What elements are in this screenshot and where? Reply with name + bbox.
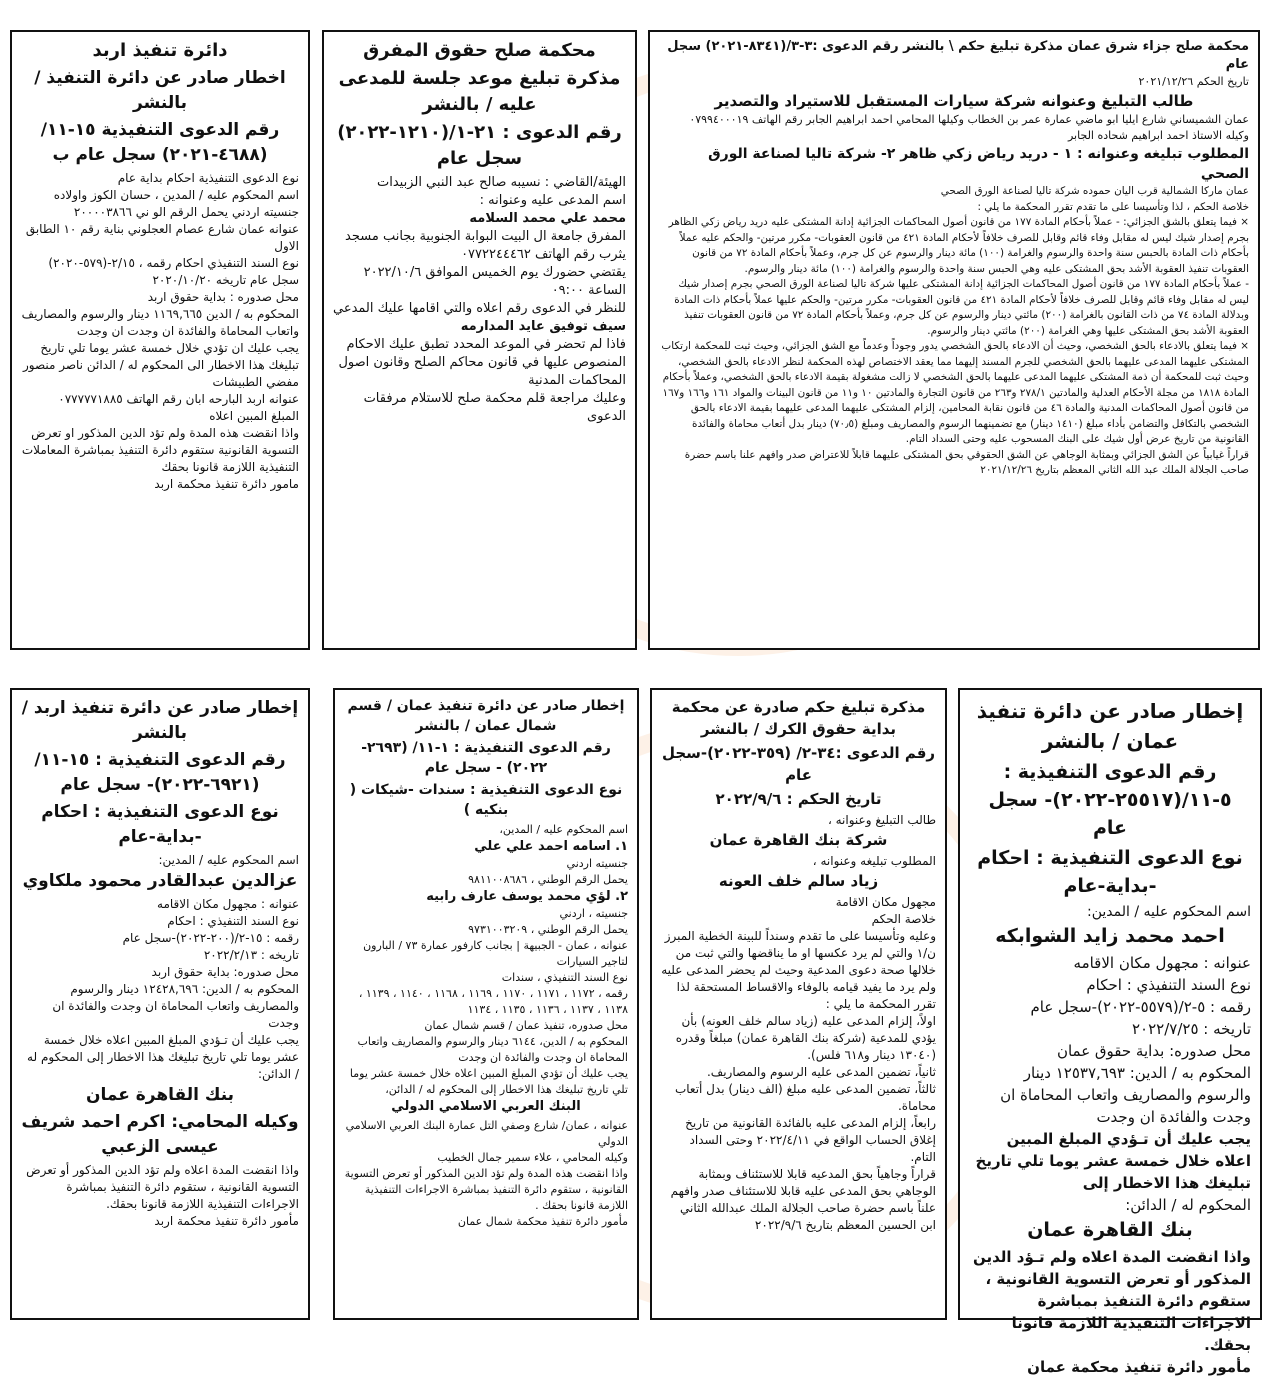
requester-address: عمان الشميساني شارع ايليا ابو ماضي عمارة عمر بن الخطاب وكيلها المحامي احمد ابراهيم الجابر رقم الهاتف ٠٧٩٩٤٠٠٠١٩ — [689, 113, 1249, 126]
debt-amount: المحكوم به / الدين: ١٢٤٢٨,٦٩٦ دينار والرسوم والمصاريف واتعاب المحاماة ان وجدت والفائدة ان وجدت — [52, 982, 299, 1030]
notice-subtitle: مذكرة تبليغ موعد جلسة للمدعى عليه / بالنشر — [338, 68, 621, 115]
debt-amount: المحكوم به / الدين، ٦١٤٤ دينار والرسوم والمصاريف واتعاب المحاماة ان وجدت والفائدة ان وجدت — [357, 1035, 628, 1064]
notice-title: دائرة تنفيذ اربد — [92, 40, 228, 61]
notice-title: محكمة صلح حقوق المفرق — [363, 40, 596, 61]
debtor-address: عنوانه : مجهول مكان الاقامه — [1073, 954, 1251, 972]
document-number: رقمه : ١٥-٢/(٢٠٠-٢٠٢٢)-سجل عام — [122, 931, 299, 945]
debt-amount: المحكوم به / الدين: ١٢٥٣٧,٦٩٣ دينار والرسوم والمصاريف واتعاب المحاماة ان وجدت والفائدة ان وجدت — [1000, 1064, 1251, 1126]
signature: مأمور دائرة تنفيذ محكمة شمال عمان — [457, 1215, 628, 1228]
body-paragraph: × فيما يتعلق بالشق الجزائي: - عملاً بأحكام المادة ١٧٧ من قانون أصول المحاكمات الجزائية إدانة المشتكى عليه دريد رياض زكي الظاهر بجرم إصدار شيك ليس له مقابل وفاء قائم وقابل للصرف خلافاً لأحكام المادة ٤٢١ من قانون العقوبات- مكرر مرتين- والحكم عليه عملاً بأحكام ذات المادة بالحبس سنة واحدة والرسوم والغرامة (١٠٠) مائة دينار والرسوم عن كل جرم، وعملاً بأحكام المادة ٧٢ من قانون العقوبات تنفيذ العقوبة الأشد بحق المشتكى عليه وهي الحبس سنة واحدة والرسوم والغرامة (١٠٠) مائة دينار والرسوم. — [668, 216, 1249, 275]
body-paragraph: عمان ماركا الشمالية قرب اليان حموده شركة تاليا لصناعة الورق الصحي — [940, 185, 1249, 197]
summary-label: خلاصة الحكم — [871, 912, 936, 926]
notice-karak-court — [650, 688, 947, 1320]
judgment-reasoning: وعليه وتأسيسا على ما تقدم وسنداً للبينة الخطية المبرز ن/١ والتي لم يرد عكسها او ما يناقضها والتي ثبت من خلالها صحة دعوى المدعية وحيث لم يحضر المدعى عليه ولم يرد ما يفيد قيامه بالوفاء والاقساط المستحقة لذا تقرر المحكمة ما يلي : — [661, 929, 936, 1011]
plaintiff-name: سيف توفيق عايد المدارمه — [460, 319, 626, 334]
document-type: نوع السند التنفيذي احكام رقمه ، ٢/١٥-(٥٧٩-٢٠٢٠) سجل عام تاريخه ٢٠٢٠/١٠/٢٠ — [48, 256, 299, 287]
debtor-label: اسم المحكوم عليه / المدين، — [499, 823, 628, 836]
notice-irbid-execution-2 — [10, 688, 310, 1320]
body-paragraph: خلاصة الحكم ، لذا وتأسيسا على ما تقدم تقرر المحكمة ما يلي : — [977, 200, 1249, 213]
national-id: يحمل الرقم الوطني ، ٩٧٣١٠٠٣٢٠٩ — [468, 923, 628, 936]
document-date: تاريخه : ٢٠٢٢/٧/٢٥ — [1132, 1020, 1251, 1038]
case-number: رقم الدعوى :٣٤-٢/ (٣٥٩-٢٠٢٢)-سجل عام — [661, 744, 936, 784]
creditor-address: عنوانه ، عمان/ شارع وصفي التل عمارة البنك العربي الاسلامي الدولي — [345, 1119, 628, 1148]
creditor-lawyer: وكيله المحامي ، علاء سمير جمال الخطيب — [437, 1151, 628, 1164]
debtor-address: عنوانه : مجهول مكان الاقامه — [157, 897, 299, 911]
payment-instruction: يجب عليك أن تؤدي المبلغ المبين اعلاه خلال خمسة عشر يوما تلي تاريخ تبليغك هذا الاخطار إلى المحكوم له / الدائن، — [349, 1067, 628, 1096]
case-type: نوع الدعوى التنفيذية : احكام -بداية-عام — [41, 802, 279, 847]
notice-title: إخطار صادر عن دائرة تنفيذ اربد / بالنشر — [21, 698, 299, 743]
notice-title: محكمة صلح جزاء شرق عمان مذكرة تبليغ حكم \ بالنشر رقم الدعوى :٣-٣/(٨٣٤١-٢٠٢١) سجل عام — [667, 39, 1249, 72]
notice-title: إخطار صادر عن دائرة تنفيذ عمان / قسم شمال عمان / بالنشر — [347, 698, 625, 734]
case-number: رقم الدعوى : ٢١-١/(١٢١٠-٢٠٢٢) سجل عام — [337, 122, 622, 169]
agent: وكيله الاستاذ احمد ابراهيم شحاده الجابر — [1067, 129, 1249, 142]
signature: مأمور دائرة تنفيذ محكمة عمان — [1027, 1358, 1251, 1376]
debt-amount: المحكوم به / الدين ١١٦٩,٦٦٥ دينار والرسوم والمصاريف واتعاب المحاماة والفائدة ان وجدت ان وجدت — [21, 307, 299, 338]
notice-irbid-execution — [10, 30, 310, 650]
judgment-date: تاريخ الحكم ٢٠٢١/١٢/٢٦ — [1138, 75, 1249, 88]
defendant-address: المفرق جامعة ال البيت البوابة الجنوبية بجانب مسجد يثرب رقم الهاتف ٠٧٧٢٢٤٤٤٦٢ — [345, 229, 626, 262]
defendant-name: محمد علي محمد السلامه — [469, 211, 626, 226]
document-date: تاريخه : ٢٠٢٢/٢/١٣ — [203, 948, 299, 962]
judgment-item: ثالثاً، تضمين المدعى عليه مبلغ (الف دينار) بدل أتعاب محاماة. — [674, 1082, 936, 1113]
document-type: نوع السند التنفيذي : احكام — [167, 914, 299, 928]
respondent-label: المطلوب تبليغه وعنوانه ، — [812, 854, 936, 868]
issuing-court: محل صدوره: بداية حقوق اربد — [151, 965, 299, 979]
nationality: جنسيته ، اردني — [559, 907, 628, 920]
document-number: رقمه : ٥-٢/(٥٥٧٩-٢٠٢٢)-سجل عام — [1030, 998, 1251, 1016]
debtor-address: عنوانه ، عمان - الجبيهة | بجانب كارفور عمارة ٧٣ / البارون لتاجير السيارات — [363, 939, 628, 968]
notice-subtitle: اخطار صادر عن دائرة التنفيذ / بالنشر — [34, 68, 286, 113]
notice-north-amman-execution — [333, 688, 639, 1320]
amount-note: المبلغ المبين اعلاه — [209, 409, 299, 423]
judgment-item: اولاً، إلزام المدعى عليه (زياد سالم خلف العونه) بأن يؤدي للمدعية (شركة بنك القاهرة عمان) مبلغاً وقدره (١٣٠٤٠ دينار و٦١٨ فلس). — [675, 1014, 936, 1062]
payment-instruction: يجب عليك أن تـؤدي المبلغ المبين اعلاه خلال خمسة عشر يوما تلي تاريخ تبليغك هذا الاخطار إلى المحكوم له / الدائن: — [27, 1033, 299, 1081]
judgment-date: تاريخ الحكم : ٢٠٢٢/٩/٦ — [715, 790, 882, 808]
respondents: المطلوب تبليغه وعنوانه : ١ - دريد رياض زكي ظاهر ٢- شركة تاليا لصناعة الورق الصحي — [708, 146, 1249, 182]
creditor-name: بنك القاهرة عمان — [85, 1085, 235, 1105]
signature: مامور دائرة تنفيذ محكمة اربد — [154, 477, 299, 491]
document-numbers: رقمه ، ١١٧٢ ، ١١٧١ ، ١١٧٠ ، ١١٦٩ ، ١١٦٨ ، ١١٤٠ ، ١١٣٩ ، ١١٣٨ ، ١١٣٧ ، ١١٣٦ ، ١١٣٥ ، ١١٣٤ — [358, 987, 628, 1016]
requester: طالب التبليغ وعنوانه شركة سيارات المستقبل للاستيراد والتصدير — [714, 92, 1194, 110]
judgment-item: رابعاً، إلزام المدعى عليه بالفائدة القانونية من تاريخ إغلاق الحساب الواقع في ٢٠٢٢/٤/١١ وحتى السداد التام. — [685, 1116, 936, 1164]
hearing-date: يقتضي حضورك يوم الخميس الموافق ٢٠٢٢/١٠/٦ الساعة ٠٩:٠٠ — [363, 265, 626, 298]
defendant-label: اسم المدعى عليه وعنوانه : — [479, 193, 626, 208]
notice-amman-execution — [958, 688, 1262, 1376]
debtor-label: اسم المحكوم عليه / المدين: — [158, 853, 299, 867]
debtor: اسم المحكوم عليه / المدين ، حسان الكوز واولاده جنسيته اردني يحمل الرقم الو ني ٢٠٠٠٠٣٨٦٦ — [53, 188, 299, 219]
creditor-lawyer: وكيله المحامي: اكرم احمد شريف عيسى الزعبي — [21, 1112, 299, 1157]
creditor-address: عنوانه اربد البارحه ابان رقم الهاتف ٠٧٧٧٧٧١٨٨٥ — [58, 392, 299, 406]
signature: مأمور دائرة تنفيذ محكمة اربد — [154, 1214, 299, 1228]
case-number: رقم الدعوى التنفيذية : ١٥-١١/ (٦٩٢١-٢٠٢٢)- سجل عام — [34, 750, 286, 795]
debtor-2: ٢. لؤي محمد يوسف عارف رابيه — [426, 889, 628, 904]
body-paragraph: × فيما يتعلق بالادعاء بالحق الشخصي، وحيث أن الادعاء بالحق الشخصي يدور وجوداً وعدماً مع الشق الجزائي، وحيث ثبت للمحكمة ارتكاب المشتكى عليهما المدعى عليهما بالحق الشخصي للجرم المسند إليهما مما يعقد الاختصاص لهذه المحكمة لنظر الادعاء بالحق الشخصي، وحيث ثبت للمحكمة أن ذمة المشتكى عليهما المدعى عليهما بالحق الشخصي لا زالت مشغولة بقيمة الادعاء بالحق الشخصي، وعملاً بأحكام المادة ١٨١٨ من مجلة الأحكام العدلية والمادتين ٢٧٨/١ و٢٦٣ من قانون التجارة والمادتين ١٠ و١١ من قانون البينات والمواد ١٦١ و١٦٦ و١٦٧ من قانون أصول المحاكمات المدنية والمادة ٤٦ من قانون نقابة المحامين، إلزام المشتكى عليهما المدعى عليهما بقيمة الادعاء بالحق الشخصي بالتكافل والتضامن بأداء مبلغ (١٤١٠ دينار) مع تضمينهما الرسوم والمصاريف ومبلغ (٧٠٫٥) دينار بدل أتعاب محاماة والفائدة القانونية من تاريخ عرض أول شيك على البنك المسحوب عليه وحتى السداد التام. — [661, 340, 1249, 445]
case-type: نوع الدعوى التنفيذية : احكام -بداية-عام — [977, 847, 1243, 897]
issuing-court: محل صدوره: بداية حقوق عمان — [1056, 1042, 1251, 1060]
respondent-address: مجهول مكان الاقامة — [835, 895, 936, 909]
issuing-court: محل صدوره : بداية حقوق اربد — [147, 290, 299, 304]
case-number: رقم الدعوى التنفيذية ١٥-١١/ (٤٦٨٨-٢٠٢١) سجل عام ب — [40, 120, 280, 165]
closing-text: واذا انقضت المدة اعلاه ولم تؤد الدين المذكور أو تعرض التسوية القانونية ، ستقوم دائرة التنفيذ بمباشرة الاجراءات التنفيذية اللازمة قانونا بحقك. — [26, 1163, 299, 1211]
judge: الهيئة/القاضي : نسيبه صالح عبد النبي الزبيدات — [376, 175, 626, 190]
body-paragraph: - عملاً بأحكام المادة ١٧٧ من قانون أصول المحاكمات الجزائية إدانة المشتكى عليها شركة تاليا لصناعة الورق الصحي بجرم إصدار شيك ليس له مقابل وفاء قائم وقابل للصرف خلافاً لأحكام المادة ٤٢١ من قانون العقوبات- مكرر مرتين- والحكم عليها عملاً بأحكام ذات المادة وبدلالة المادة ٧٤ من ذات القانون بالغرامة (٢٠٠) مائتي دينار والرسوم عن كل جرم، وعملاً بأحكام المادة ٧٢ من قانون العقوبات تنفيذ العقوبة الأشد بحق المشتكى عليها وهي الغرامة (٢٠٠) مائتي دينار والرسوم. — [674, 278, 1249, 337]
case-reference: للنظر في الدعوى رقم اعلاه والتي اقامها عليك المدعي — [332, 301, 626, 316]
debtor-label: اسم المحكوم عليه / المدين: — [1087, 904, 1251, 920]
document-type: نوع السند التنفيذي : احكام — [1086, 976, 1251, 994]
case-number: رقم الدعوى التنفيذية : ٥-١١/(٢٥٥١٧-٢٠٢٢)- سجل عام — [988, 761, 1232, 839]
respondent-name: زياد سالم خلف العونه — [718, 872, 879, 890]
debtor-1: ١. اسامه احمد علي علي — [474, 839, 628, 854]
creditor-name: بنك القاهرة عمان — [1027, 1219, 1193, 1241]
closing-text: واذا انقضت هذه المدة ولم تؤد الدين المذكور أو تعرض التسوية القانونية ، ستقوم دائرة التنفيذ بمباشرة الاجراءات التنفيذية اللازمة قانونا بحقك . — [344, 1167, 628, 1212]
attachments-note: وعليك مراجعة قلم محكمة صلح للاستلام مرفقات الدعوى — [363, 391, 626, 424]
debtor-name: عزالدين عبدالقادر محمود ملكاوي — [22, 871, 298, 891]
notice-title: مذكرة تبليغ حكم صادرة عن محكمة بداية حقوق الكرك / بالنشر — [671, 698, 926, 738]
nationality: جنسيته اردني — [566, 857, 628, 870]
requester-name: شركة بنك القاهرة عمان — [709, 831, 888, 849]
judgment-closing: قراراً وجاهياً بحق المدعيه قابلا للاستئناف وبمثابة الوجاهي بحق المدعى عليه قابلا للاستئناف صدر وافهم علناً باسم حضرة صاحب الجلالة الملك عبدالله الثاني ابن الحسين المعظم بتاريخ ٢٠٢٢/٩/٦ — [670, 1167, 936, 1232]
body-paragraph: قراراً غيابياً عن الشق الجزائي وبمثابة الوجاهي عن الشق الحقوقي بحق المشتكى عليهما قابلاً للاعتراض صدر وافهم علنا باسم حضرة صاحب الجلالة الملك عبد الله الثاني المعظم بتاريخ ٢٠٢١/١٢/٢٦ — [684, 448, 1249, 476]
notice-east-amman-criminal-court — [648, 30, 1260, 650]
warning-text: فاذا لم تحضر في الموعد المحدد تطبق عليك الاحكام المنصوص عليها في قانون محاكم الصلح وقانون اصول المحاكمات المدنية — [338, 337, 626, 388]
creditor-name: البنك العربي الاسلامي الدولي — [391, 1099, 581, 1114]
case-number: رقم الدعوى التنفيذية : ١-١١/ (٢٦٩٣- ٢٠٢٢) - سجل عام — [361, 740, 611, 776]
closing-text: واذا انقضت هذه المدة ولم تؤد الدين المذكور او تعرض التسوية القانونية ستقوم دائرة التنفيذ بمباشرة المعاملات التنفيذية اللازمة قانونا بحقك — [21, 426, 299, 474]
notice-mafraq-court — [322, 30, 637, 650]
document-type: نوع السند التنفيذي ، سندات — [501, 971, 628, 984]
case-type: نوع الدعوى التنفيذية احكام بداية عام — [117, 171, 299, 185]
issuing-court: محل صدوره، تنفيذ عمان / قسم شمال عمان — [424, 1019, 628, 1032]
judgment-item: ثانياً، تضمين المدعى عليه الرسوم والمصاريف. — [706, 1065, 936, 1079]
debtor-address: عنوانه عمان شارع عصام العجلوني بناية رقم ١٠ الطابق الاول — [25, 222, 299, 253]
payment-instruction: يجب عليك أن تـؤدي المبلغ المبين اعلاه خلال خمسة عشر يوما تلي تاريخ تبليغك هذا الاخطار إلى — [975, 1130, 1251, 1192]
closing-text: واذا انقضت المدة اعلاه ولم تـؤد الدين المذكور أو تعرض التسوية القانونية ، ستقوم دائرة التنفيذ بمباشرة الاجراءات التنفيذية اللازمة قانونا بحقك. — [973, 1248, 1251, 1354]
creditor-label: المحكوم له / الدائن: — [1125, 1196, 1251, 1214]
requester-label: طالب التبليغ وعنوانه ، — [827, 813, 936, 827]
payment-instruction: يجب عليك ان تؤدي خلال خمسة عشر يوما تلي تاريخ تبليغك هذا الاخطار الى المحكوم له / الدائن ناصر منصور مفضي الطبيشات — [22, 341, 299, 389]
debtor-name: احمد محمد زايد الشوابكه — [995, 925, 1225, 947]
case-type: نوع الدعوى التنفيذية : سندات -شيكات ( بنكيه ) — [349, 782, 623, 818]
national-id: يحمل الرقم الوطني ، ٩٨١١٠٠٨٦٨٦ — [468, 873, 628, 886]
notice-title: إخطار صادر عن دائرة تنفيذ عمان / بالنشر — [976, 699, 1244, 753]
